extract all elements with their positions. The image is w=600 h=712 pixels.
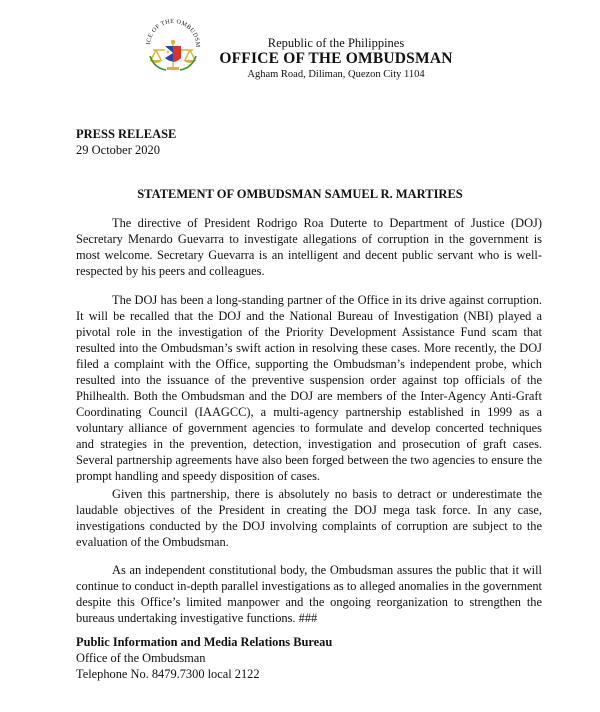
letterhead-office: OFFICE OF THE OMBUDSMAN xyxy=(219,50,453,67)
body-paragraph: Given this partnership, there is absolutely no basis to detract or underestimate the laudable objectives of the President in creating the DOJ mega task force. In any case, investigations conducted by the DOJ involving complaints of corruption are subject to the evaluation of the Ombudsman. xyxy=(76,487,542,549)
footer-office: Office of the Ombudsman xyxy=(76,651,206,665)
body-paragraph: As an independent constitutional body, the Ombudsman assures the public that it will continue to conduct in-depth parallel investigations as to alleged anomalies in the government despite this Office’s limited manpower and the ongoing reorganization to strengthen the bureaus undertaking investigative functions. ### xyxy=(76,563,542,625)
press-release-header xyxy=(76,126,176,158)
letterhead-address: Agham Road, Diliman, Quezon City 1104 xyxy=(247,69,425,80)
svg-text:OFFICE OF THE OMBUDSMAN xyxy=(138,6,201,48)
seal-arc-text: ICE OF THE OMBUDSM xyxy=(145,17,202,48)
statement-title: STATEMENT OF OMBUDSMAN SAMUEL R. MARTIRES xyxy=(137,187,463,201)
footer-bureau: Public Information and Media Relations Bureau xyxy=(76,635,333,649)
contact-footer xyxy=(76,634,332,682)
press-release-date: 29 October 2020 xyxy=(76,143,161,157)
press-release-label: PRESS RELEASE xyxy=(76,127,177,141)
ombudsman-seal-icon xyxy=(138,6,208,76)
letterhead xyxy=(206,36,466,81)
letterhead-country: Republic of the Philippines xyxy=(267,36,405,50)
footer-phone: Telephone No. 8479.7300 local 2122 xyxy=(76,667,260,681)
body-paragraph: The DOJ has been a long-standing partner of the Office in its drive against corruption. It will be recalled that the DOJ and the National Bureau of Investigation (NBI) played a pivotal role in the investigation of the Priority Development Assistance Fund scam that resulted into the Ombudsman’s swift action in resolving these cases. More recently, the DOJ filed a complaint with the Office, supporting the Ombudsman’s independent probe, which resulted into the issuance of the preventive suspension order against top officials of the Philhealth. Both the Ombudsman and the DOJ are members of the Inter-Agency Anti-Graft Coordinating Council (IAAGCC), a multi-agency partnership established in 1999 as a voluntary alliance of government agencies to formulate and develop concerted techniques and strategies in the prevention, detection, investigation and prosecution of graft cases. Several partnership agreements have also been forged between the two agencies to ensure the prompt handling and speedy disposition of cases. xyxy=(76,293,542,483)
body-paragraph: The directive of President Rodrigo Roa Duterte to Department of Justice (DOJ) Secretary Menardo Guevarra to investigate allegations of corruption in the government is most welcome. Secretary Guevarra is an intelligent and decent public servant who is well-respected by his peers and colleagues. xyxy=(76,216,542,278)
